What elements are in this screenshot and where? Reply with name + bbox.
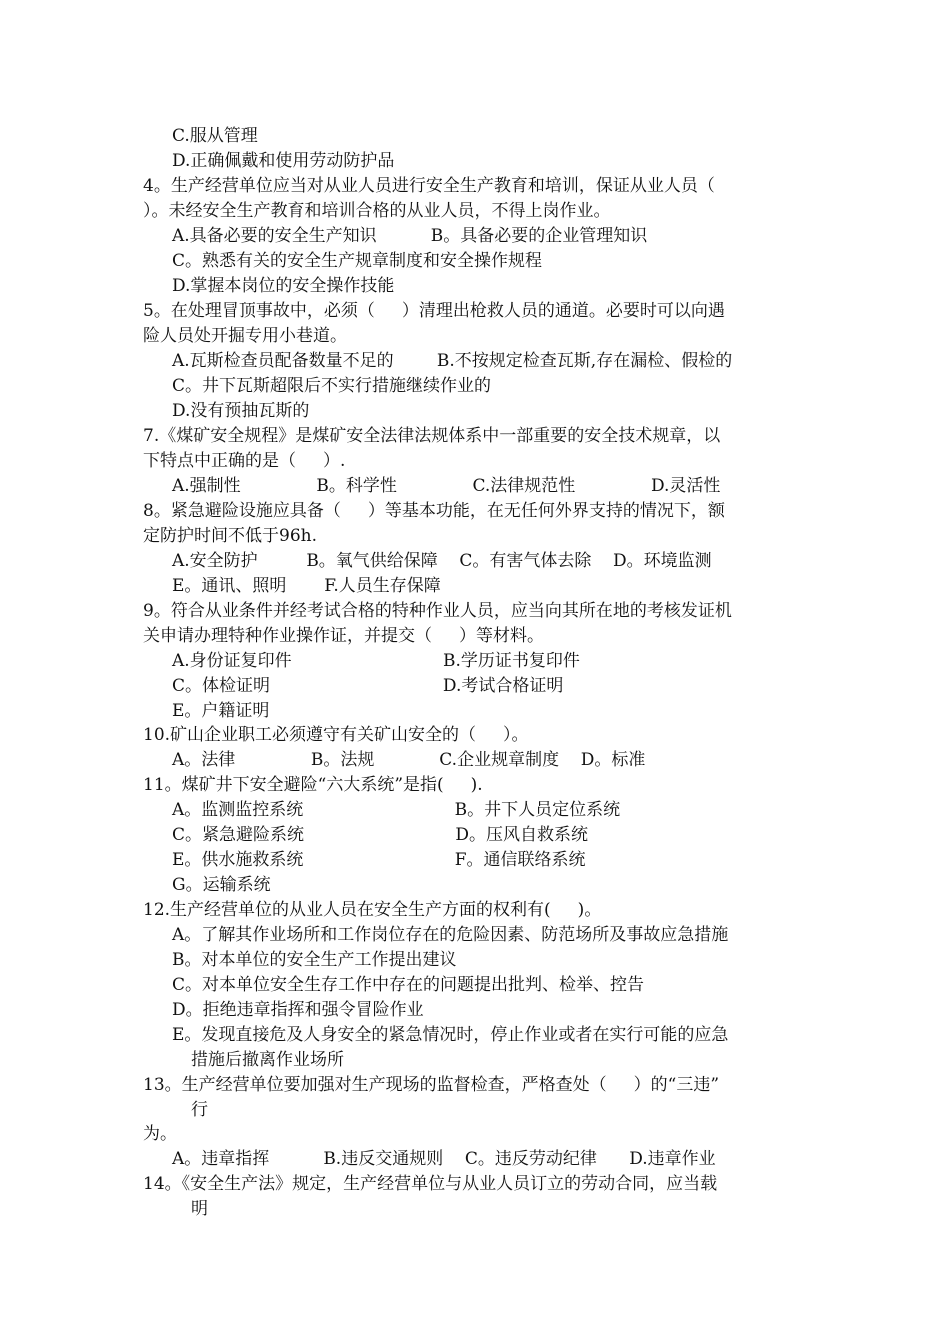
option-line: D。拒绝违章指挥和强令冒险作业 bbox=[172, 1000, 424, 1020]
question-line: 关申请办理特种作业操作证，并提交（ ）等材料。 bbox=[143, 626, 545, 646]
question-line: 行 bbox=[191, 1100, 208, 1120]
option-line: A.强制性 B。科学性 C.法律规范性 D.灵活性 bbox=[172, 476, 721, 496]
option-line: E。通讯、照明 F.人员生存保障 bbox=[172, 576, 441, 596]
option-line: A。了解其作业场所和工作岗位存在的危险因素、防范场所及事故应急措施 bbox=[172, 925, 729, 945]
option-line: C。对本单位安全生存工作中存在的问题提出批判、检举、控告 bbox=[172, 975, 645, 995]
question-line: 险人员处开掘专用小巷道。 bbox=[143, 326, 347, 346]
option-line: A。法律 B。法规 C.企业规章制度 D。标准 bbox=[172, 750, 646, 770]
option-line: A.瓦斯检查员配备数量不足的 B.不按规定检查瓦斯,存在漏检、假检的 bbox=[172, 351, 733, 371]
option-line: E。供水施救系统 F。通信联络系统 bbox=[172, 850, 586, 870]
option-line: C.服从管理 bbox=[172, 126, 258, 146]
option-line: 措施后撤离作业场所 bbox=[191, 1050, 344, 1070]
question-line: 12.生产经营单位的从业人员在安全生产方面的权利有( )。 bbox=[143, 900, 602, 920]
option-line: D.正确佩戴和使用劳动防护品 bbox=[172, 151, 395, 171]
option-line: A。违章指挥 B.违反交通规则 C。违反劳动纪律 D.违章作业 bbox=[172, 1149, 716, 1169]
question-line: 5。在处理冒顶事故中，必须（ ）清理出枪救人员的通道。必要时可以向遇 bbox=[143, 301, 725, 321]
option-line: C。熟悉有关的安全生产规章制度和安全操作规程 bbox=[172, 251, 543, 271]
option-line: C。井下瓦斯超限后不实行措施继续作业的 bbox=[172, 376, 492, 396]
question-line: 4。生产经营单位应当对从业人员进行安全生产教育和培训，保证从业人员（ bbox=[143, 176, 715, 196]
option-line: D.掌握本岗位的安全操作技能 bbox=[172, 276, 395, 296]
option-line: A.身份证复印件 B.学历证书复印件 bbox=[172, 651, 580, 671]
question-line: 定防护时间不低于96h. bbox=[143, 526, 317, 546]
option-line: A.安全防护 B。氧气供给保障 C。有害气体去除 D。环境监测 bbox=[172, 551, 712, 571]
option-line: C。紧急避险系统 D。压风自救系统 bbox=[172, 825, 588, 845]
question-line: 11。煤矿井下安全避险“六大系统”是指( ). bbox=[143, 775, 483, 795]
option-line: E。户籍证明 bbox=[172, 701, 270, 721]
option-line: B。对本单位的安全生产工作提出建议 bbox=[172, 950, 457, 970]
question-line: 为。 bbox=[143, 1124, 177, 1144]
option-line: A。监测监控系统 B。井下人员定位系统 bbox=[172, 800, 621, 820]
option-line: D.没有预抽瓦斯的 bbox=[172, 401, 310, 421]
question-line: 14。《安全生产法》规定，生产经营单位与从业人员订立的劳动合同，应当载 bbox=[143, 1174, 718, 1194]
question-line: 10.矿山企业职工必须遵守有关矿山安全的（ ）。 bbox=[143, 725, 529, 745]
question-line: 7.《煤矿安全规程》是煤矿安全法律法规体系中一部重要的安全技术规章，以 bbox=[143, 426, 721, 446]
option-line: A.具备必要的安全生产知识 B。具备必要的企业管理知识 bbox=[172, 226, 648, 246]
question-line: 明 bbox=[191, 1199, 208, 1219]
option-line: G。运输系统 bbox=[172, 875, 271, 895]
question-line: 下特点中正确的是（ ）. bbox=[143, 451, 346, 471]
question-line: ）。未经安全生产教育和培训合格的从业人员，不得上岗作业。 bbox=[143, 201, 611, 221]
question-line: 13。生产经营单位要加强对生产现场的监督检查，严格查处（ ）的“三违” bbox=[143, 1075, 720, 1095]
question-line: 8。紧急避险设施应具备（ ）等基本功能，在无任何外界支持的情况下，额 bbox=[143, 501, 725, 521]
question-line: 9。符合从业条件并经考试合格的特种作业人员，应当向其所在地的考核发证机 bbox=[143, 601, 732, 621]
option-line: E。发现直接危及人身安全的紧急情况时，停止作业或者在实行可能的应急 bbox=[172, 1025, 729, 1045]
option-line: C。体检证明 D.考试合格证明 bbox=[172, 676, 564, 696]
